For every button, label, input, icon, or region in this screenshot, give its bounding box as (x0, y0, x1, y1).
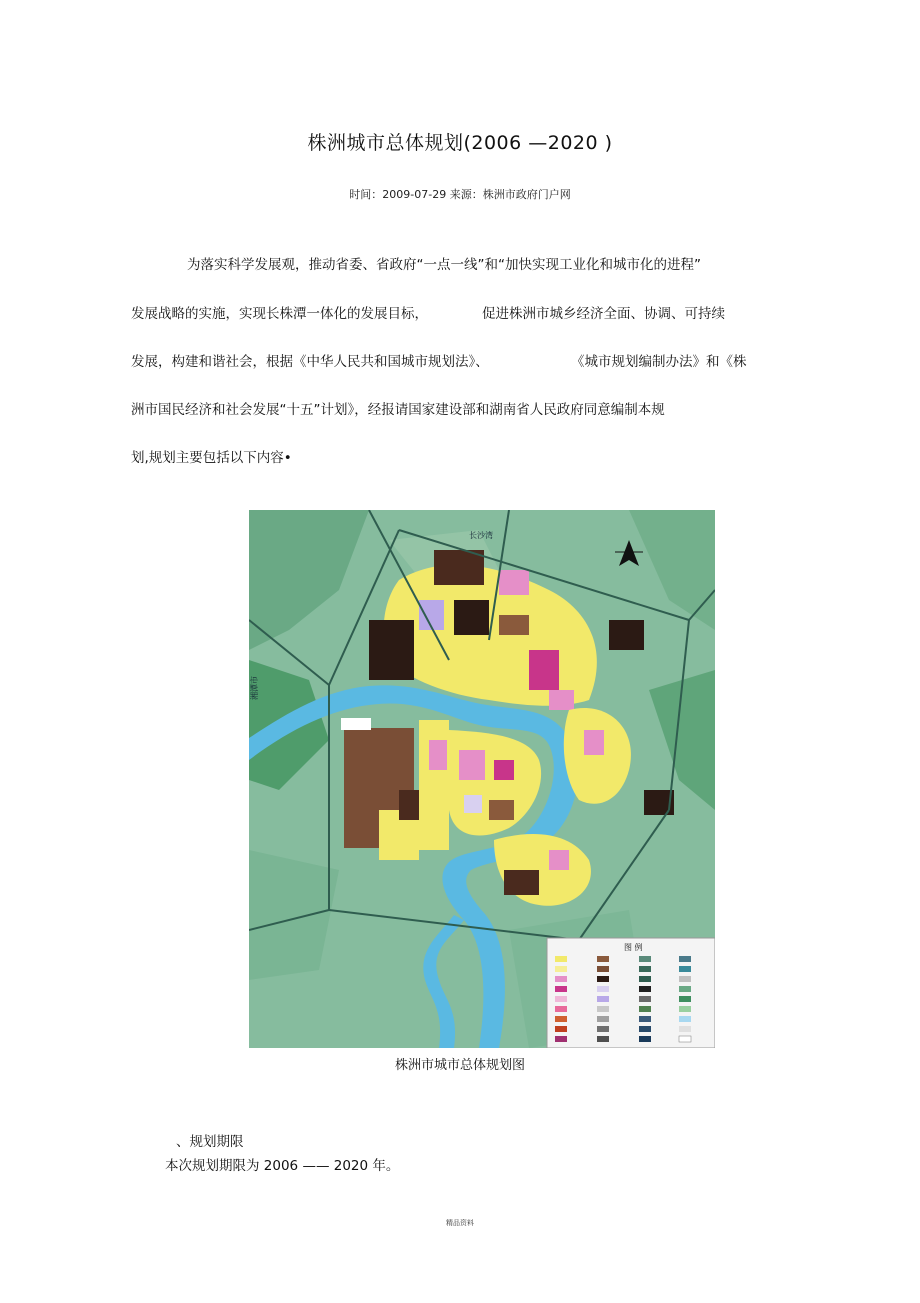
city-plan-map (249, 510, 715, 1048)
map-label-north-town: 长沙湾 (469, 531, 493, 540)
zone-commercial (429, 740, 447, 770)
paragraph-line: 划,规划主要包括以下内容• (131, 450, 292, 466)
zone-industrial (504, 870, 539, 895)
map-label-west-town: 湘潭市 (250, 676, 259, 700)
zone-commercial (529, 650, 559, 690)
figure-caption: 株洲市城市总体规划图 (394, 1058, 525, 1073)
zone-industrial (489, 800, 514, 820)
paragraph-line: 洲市国民经济和社会发展“十五”计划》，经报请国家建设部和湖南省人民政府同意编制本规 (131, 402, 665, 418)
zone-commercial (584, 730, 604, 755)
zone-commercial (549, 690, 574, 710)
zone-commercial (494, 760, 514, 780)
paragraph-line: 为落实科学发展观，推动省委、省政府“一点一线”和“加快实现工业化和城市化的进程” (187, 257, 701, 273)
zone-industrial (499, 615, 529, 635)
zone-commercial (549, 850, 569, 870)
section-body: 本次规划期限为 2006 —— 2020 年。 (165, 1158, 400, 1174)
legend-title: 图 例 (624, 943, 643, 952)
paragraph-line: 促进株洲市城乡经济全面、协调、可持续 (482, 306, 725, 322)
zone-industrial (369, 620, 414, 680)
zone-commercial (499, 570, 529, 595)
zone-industrial (609, 620, 644, 650)
section-heading: 、规划期限 (176, 1134, 244, 1150)
paragraph-line: 发展，构建和谐社会，根据《中华人民共和国城市规划法》、 (131, 354, 489, 370)
zone-public (341, 718, 371, 730)
zone-industrial (434, 550, 484, 585)
zone-residential (419, 720, 449, 850)
zone-public (464, 795, 482, 813)
zone-industrial (454, 600, 489, 635)
document-meta: 时间：2009-07-29 来源：株洲市政府门户网 (349, 188, 571, 201)
document-title: 株洲城市总体规划(2006 —2020 ) (307, 132, 613, 154)
map-legend (547, 938, 715, 1048)
page-footer: 精品资料 (446, 1219, 474, 1227)
paragraph-line: 发展战略的实施，实现长株潭一体化的发展目标， (131, 306, 428, 322)
zone-industrial (399, 790, 419, 820)
paragraph-line: 《城市规划编制办法》和《株 (571, 354, 747, 370)
zone-commercial (459, 750, 485, 780)
